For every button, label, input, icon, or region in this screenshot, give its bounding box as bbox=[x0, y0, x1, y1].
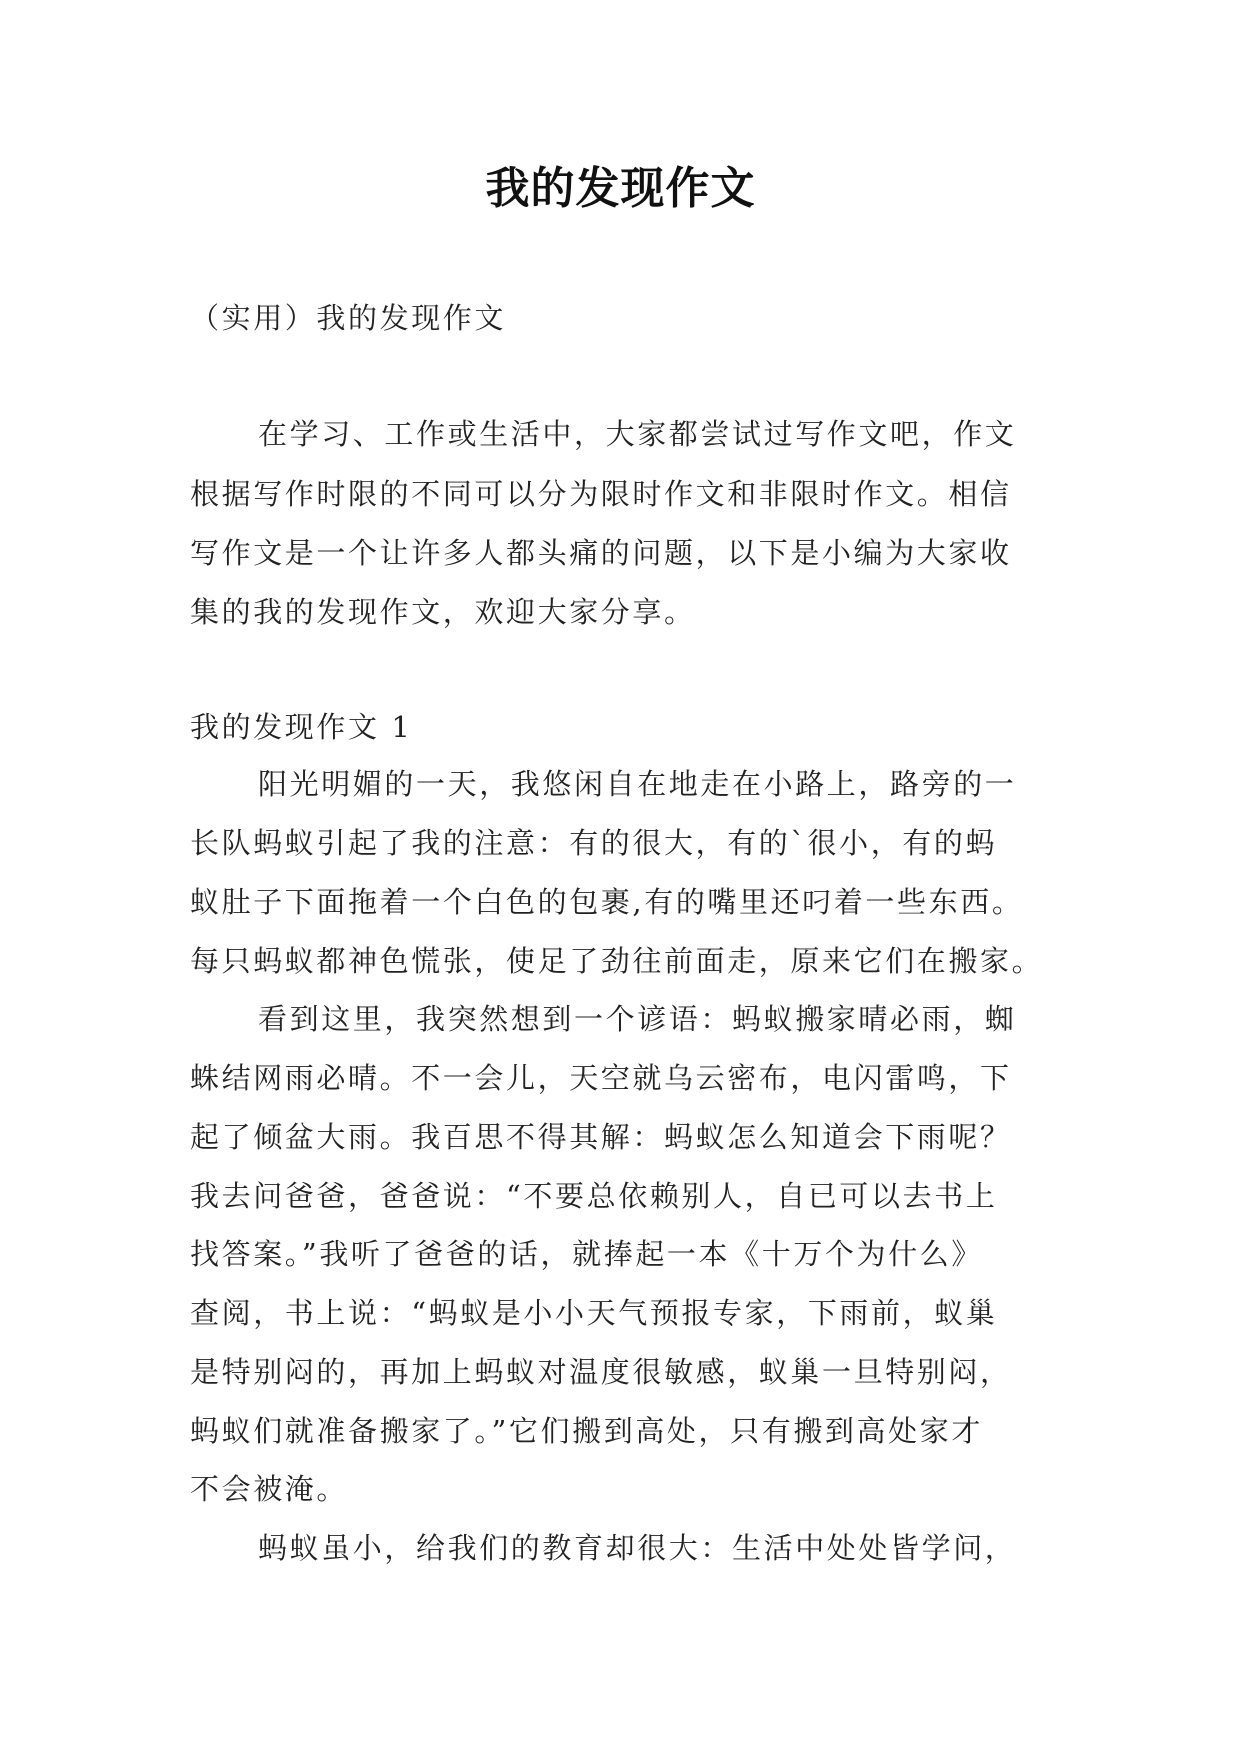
intro-line: 根据写作时限的不同可以分为限时作文和非限时作文。相信 bbox=[190, 477, 1012, 511]
paragraph-line: 是特别闷的，再加上蚂蚁对温度很敏感，蚁巢一旦特别闷， bbox=[190, 1355, 1012, 1389]
paragraph-line: 蚁肚子下面拖着一个白色的包裹,有的嘴里还叼着一些东西。 bbox=[190, 885, 1024, 919]
subtitle: （实用）我的发现作文 bbox=[190, 301, 507, 335]
paragraph-line: 阳光明媚的一天，我悠闲自在地走在小路上，路旁的一 bbox=[258, 767, 1017, 801]
paragraph-line: 查阅，书上说：“蚂蚁是小小天气预报专家，下雨前，蚁巢 bbox=[190, 1296, 998, 1330]
section-heading: 我的发现作文 1 bbox=[190, 710, 413, 744]
paragraph-line: 蚂蚁们就准备搬家了。”它们搬到高处，只有搬到高处家才 bbox=[190, 1414, 983, 1448]
document-title: 我的发现作文 bbox=[485, 163, 756, 214]
intro-line: 写作文是一个让许多人都头痛的问题，以下是小编为大家收 bbox=[190, 536, 1012, 570]
paragraph-line: 起了倾盆大雨。我百思不得其解：蚂蚁怎么知道会下雨呢？ bbox=[190, 1120, 1012, 1154]
paragraph-line: 长队蚂蚁引起了我的注意：有的很大，有的`很小，有的蚂 bbox=[190, 826, 998, 860]
paragraph-line: 不会被淹。 bbox=[190, 1472, 349, 1506]
intro-line: 集的我的发现作文，欢迎大家分享。 bbox=[190, 595, 696, 629]
intro-line: 在学习、工作或生活中，大家都尝试过写作文吧，作文 bbox=[258, 417, 1017, 451]
paragraph-line: 找答案。”我听了爸爸的话，就捧起一本《十万个为什么》 bbox=[190, 1237, 983, 1271]
paragraph-line: 蛛结网雨必晴。不一会儿，天空就乌云密布，电闪雷鸣，下 bbox=[190, 1061, 1012, 1095]
paragraph-line: 每只蚂蚁都神色慌张，使足了劲往前面走，原来它们在搬家。 bbox=[190, 944, 1044, 978]
paragraph-line: 我去问爸爸，爸爸说：“不要总依赖别人，自已可以去书上 bbox=[190, 1179, 998, 1213]
paragraph-line: 蚂蚁虽小，给我们的教育却很大：生活中处处皆学问， bbox=[258, 1531, 1017, 1565]
paragraph-line: 看到这里，我突然想到一个谚语：蚂蚁搬家晴必雨，蜘 bbox=[258, 1002, 1017, 1036]
